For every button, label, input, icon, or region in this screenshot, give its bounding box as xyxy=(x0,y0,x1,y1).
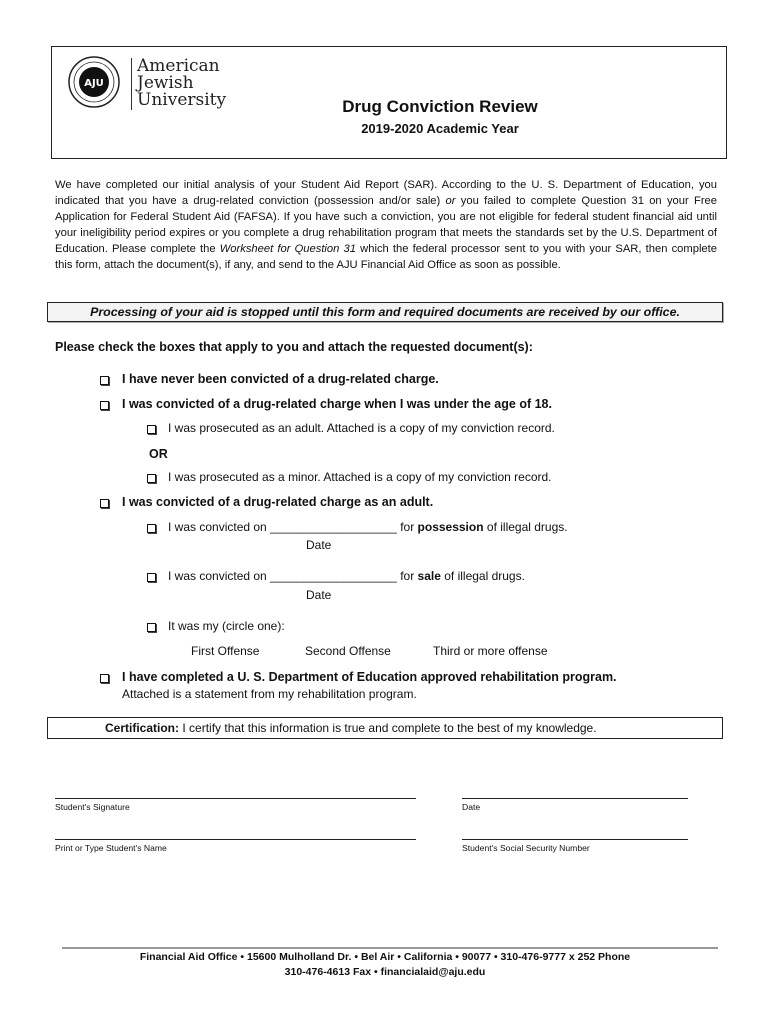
date-label: Date xyxy=(462,802,481,812)
date-line[interactable] xyxy=(462,798,688,799)
sale-date-label: Date xyxy=(306,588,332,602)
option-prosecuted-minor: I was prosecuted as a minor. Attached is a copy of my conviction record. xyxy=(168,470,552,484)
checkbox-rehab[interactable] xyxy=(100,674,109,683)
option-circle-one: It was my (circle one): xyxy=(168,619,285,633)
checkbox-possession[interactable] xyxy=(147,524,156,533)
intro-part-3: which the federal processor sent to you with your SAR, then complete this form, attach the document(s), if any, and send to the AJU Financial Aid Office as soon as possible. xyxy=(55,243,717,271)
option-under-18: I was convicted of a drug-related charge when I was under the age of 18. xyxy=(122,397,552,411)
option-convicted-adult: I was convicted of a drug-related charge as an adult. xyxy=(122,495,434,509)
signature-line[interactable] xyxy=(55,798,416,799)
processing-notice: Processing of your aid is stopped until this form and required documents are received by our office. xyxy=(47,302,723,322)
name-label: Print or Type Student's Name xyxy=(55,843,167,853)
logo-text-line-2: Jewish xyxy=(137,73,194,93)
checkbox-sale[interactable] xyxy=(147,573,156,582)
intro-part-1: We have completed our initial analysis of your Student Aid Report (SAR). According to the U. S. Department of Education, you indicated that you have a drug-related conviction (possession and/or sale) xyxy=(55,179,717,207)
option-prosecuted-adult: I was prosecuted as an adult. Attached is a copy of my conviction record. xyxy=(168,421,555,435)
offense-second[interactable]: Second Offense xyxy=(305,644,391,658)
possession-text-pre: I was convicted on ___________________ for xyxy=(168,520,418,534)
intro-worksheet-ref: Worksheet for Question 31 xyxy=(219,243,356,255)
checkbox-prosecuted-minor[interactable] xyxy=(147,474,156,483)
instruction-text: Please check the boxes that apply to you and attach the requested document(s): xyxy=(55,340,533,354)
certification-box xyxy=(47,717,723,739)
logo-text-line-3: University xyxy=(137,90,227,110)
signature-label: Student's Signature xyxy=(55,802,130,812)
rehab-note: Attached is a statement from my rehabilitation program. xyxy=(122,687,417,701)
sale-text-post: of illegal drugs. xyxy=(440,569,525,583)
intro-paragraph xyxy=(55,177,717,273)
checkbox-prosecuted-adult[interactable] xyxy=(147,425,156,434)
certification-text: I certify that this information is true and complete to the best of my knowledge. xyxy=(179,721,597,735)
option-never-convicted: I have never been convicted of a drug-related charge. xyxy=(122,372,439,386)
footer-rule xyxy=(62,947,718,949)
possession-keyword: possession xyxy=(417,520,484,534)
offense-first[interactable]: First Offense xyxy=(191,644,260,658)
option-possession xyxy=(168,520,568,534)
intro-part-2: you failed to complete Question 31 on your Free Application for Federal Student Aid (FAFSA). If you have such a conviction, you are not eligible for federal student financial aid until your ineligibility period expires or you complete a drug rehabilitation program that meets the standards set by the U.S. Department of Education. Please complete the xyxy=(55,195,717,255)
footer-contact: 310-476-4613 Fax • financialaid@aju.edu xyxy=(284,966,486,978)
checkbox-never-convicted[interactable] xyxy=(100,376,109,385)
offense-third-or-more[interactable]: Third or more offense xyxy=(433,644,548,658)
checkbox-under-18[interactable] xyxy=(100,401,109,410)
option-sale xyxy=(168,569,525,583)
possession-date-label: Date xyxy=(306,538,332,552)
sale-text-pre: I was convicted on ___________________ for xyxy=(168,569,418,583)
footer-address: Financial Aid Office • 15600 Mulholland Dr. • Bel Air • California • 90077 • 310-476-9777 x 252 Phone xyxy=(139,951,631,963)
checkbox-convicted-adult[interactable] xyxy=(100,499,109,508)
checkbox-offense[interactable] xyxy=(147,623,156,632)
form-subtitle: 2019-2020 Academic Year xyxy=(361,121,519,136)
name-line[interactable] xyxy=(55,839,416,840)
svg-text:AJU: AJU xyxy=(84,78,104,89)
intro-or: or xyxy=(445,195,456,207)
option-rehab: I have completed a U. S. Department of Education approved rehabilitation program. xyxy=(122,670,617,684)
sale-keyword: sale xyxy=(417,569,441,583)
ssn-label: Student's Social Security Number xyxy=(462,843,590,853)
form-title: Drug Conviction Review xyxy=(342,97,538,116)
logo-text-line-1: American xyxy=(137,56,220,76)
or-label: OR xyxy=(149,447,168,461)
ssn-line[interactable] xyxy=(462,839,688,840)
possession-text-post: of illegal drugs. xyxy=(483,520,568,534)
certification-label: Certification: xyxy=(105,721,180,735)
